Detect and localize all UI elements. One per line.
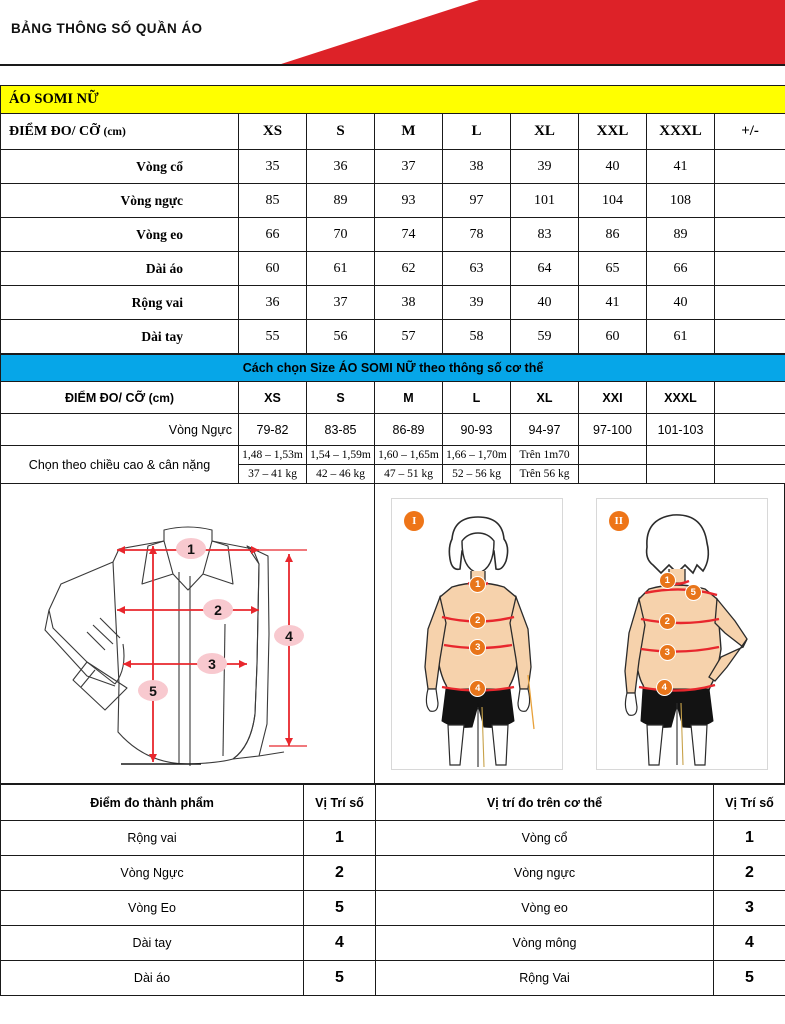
garment-spec-table [0,85,785,354]
table-row [1,446,785,465]
weight-cell [579,465,647,484]
table-row [1,320,785,354]
body-back-badge: II [609,511,629,531]
guide-size-blank [715,382,785,414]
measurement-points-table [0,784,785,996]
table-row [1,414,785,446]
spec-cell: 85 [239,184,307,218]
guide-banner-label: Cách chọn Size ÁO SOMI NỮ theo thông số cơ thể [1,355,785,382]
body-front-badge: I [404,511,424,531]
guide-cell: 90-93 [443,414,511,446]
spec-cell: 66 [647,252,715,286]
page-header [0,0,785,66]
product-banner-label: ÁO SOMI NỮ [1,86,785,114]
guide-cell [715,414,785,446]
spec-header-row [1,114,785,150]
front-marker-1: 1 [469,576,486,593]
spec-row-label: Vòng cổ [1,150,239,184]
table-row [1,150,785,184]
spec-cell: 108 [647,184,715,218]
height-cell: 1,66 – 1,70m [443,446,511,465]
height-cell [579,446,647,465]
spec-cell: 55 [239,320,307,354]
female-back-figure [597,499,769,771]
points-header-row [1,785,785,821]
guide-size-xl: XL [511,382,579,414]
body-back-card [596,498,768,770]
diagram-strip [0,484,785,784]
spec-cell: 57 [375,320,443,354]
spec-cell: 61 [307,252,375,286]
table-row [1,961,785,996]
spec-cell: 37 [307,286,375,320]
guide-header-row [1,382,785,414]
spec-header-label: ĐIỂM ĐO/ CỠ (cm) [1,114,239,150]
header-spacer [0,66,785,85]
points-header-garment-no: Vị Trí số [304,785,376,821]
points-body-label: Rộng Vai [376,961,714,996]
spec-cell: 60 [579,320,647,354]
spec-cell: 93 [375,184,443,218]
spec-cell [715,218,785,252]
back-marker-4: 4 [656,679,673,696]
table-row [1,252,785,286]
height-cell: 1,54 – 1,59m [307,446,375,465]
spec-cell: 83 [511,218,579,252]
spec-cell: 40 [511,286,579,320]
spec-row-label: Vòng ngực [1,184,239,218]
spec-cell [715,252,785,286]
points-garment-number: 4 [304,926,376,961]
guide-cell: 101-103 [647,414,715,446]
points-garment-number: 5 [304,961,376,996]
points-garment-label: Dài áo [1,961,304,996]
guide-header-label: ĐIỂM ĐO/ CỠ (cm) [1,382,239,414]
product-banner-row [1,86,785,114]
spec-cell: 36 [307,150,375,184]
spec-row-label: Dài tay [1,320,239,354]
shirt-technical-drawing [1,484,375,782]
guide-cell: 86-89 [375,414,443,446]
spec-cell: 60 [239,252,307,286]
spec-cell: 39 [511,150,579,184]
spec-cell: 41 [579,286,647,320]
points-body-number: 2 [714,856,785,891]
spec-size-xxxl: XXXL [647,114,715,150]
spec-cell: 38 [443,150,511,184]
table-row [1,286,785,320]
body-size-guide-table [0,354,785,484]
guide-size-l: L [443,382,511,414]
guide-cell: 83-85 [307,414,375,446]
points-garment-label: Rộng vai [1,821,304,856]
back-marker-1: 1 [659,572,676,589]
page-title: BẢNG THÔNG SỐ QUẦN ÁO [11,21,203,36]
shirt-marker-1: 1 [176,538,206,559]
spec-cell [715,184,785,218]
height-cell: 1,48 – 1,53m [239,446,307,465]
points-body-number: 5 [714,961,785,996]
weight-cell [715,465,785,484]
table-row [1,856,785,891]
guide-banner-row [1,355,785,382]
spec-cell: 70 [307,218,375,252]
shirt-marker-5: 5 [138,680,168,701]
guide-size-xxxl: XXXL [647,382,715,414]
height-weight-label: Chọn theo chiều cao & cân nặng [1,446,239,484]
points-header-garment: Điểm đo thành phẩm [1,785,304,821]
guide-row-label: Vòng Ngực [1,414,239,446]
spec-cell: 61 [647,320,715,354]
points-body-number: 3 [714,891,785,926]
spec-size-xl: XL [511,114,579,150]
height-cell: 1,60 – 1,65m [375,446,443,465]
spec-cell: 78 [443,218,511,252]
points-body-label: Vòng ngực [376,856,714,891]
spec-cell: 58 [443,320,511,354]
points-garment-number: 2 [304,856,376,891]
spec-size-m: M [375,114,443,150]
weight-cell: 52 – 56 kg [443,465,511,484]
spec-cell: 39 [443,286,511,320]
points-body-number: 1 [714,821,785,856]
points-body-label: Vòng mông [376,926,714,961]
shirt-marker-4: 4 [274,625,304,646]
shirt-marker-2: 2 [203,599,233,620]
shirt-diagram-panel [1,484,375,783]
header-red-banner [275,0,785,66]
body-front-card [391,498,563,770]
points-header-body: Vị trí đo trên cơ thể [376,785,714,821]
spec-cell: 41 [647,150,715,184]
spec-cell: 56 [307,320,375,354]
height-cell: Trên 1m70 [511,446,579,465]
weight-cell: 42 – 46 kg [307,465,375,484]
spec-cell: 97 [443,184,511,218]
spec-cell: 59 [511,320,579,354]
spec-cell: 35 [239,150,307,184]
weight-cell: Trên 56 kg [511,465,579,484]
spec-cell: 104 [579,184,647,218]
weight-cell [647,465,715,484]
spec-cell: 66 [239,218,307,252]
back-marker-2: 2 [659,613,676,630]
guide-size-xxl: XXI [579,382,647,414]
spec-row-label: Vòng eo [1,218,239,252]
spec-row-label: Dài áo [1,252,239,286]
points-header-body-no: Vị Trí số [714,785,785,821]
spec-cell: 63 [443,252,511,286]
spec-cell: 65 [579,252,647,286]
spec-cell: 89 [647,218,715,252]
spec-cell [715,150,785,184]
spec-cell: 101 [511,184,579,218]
body-diagram-panel [375,484,784,783]
front-marker-3: 3 [469,639,486,656]
points-garment-number: 1 [304,821,376,856]
points-body-label: Vòng eo [376,891,714,926]
table-row [1,184,785,218]
spec-cell: 86 [579,218,647,252]
spec-size-tolerance: +/- [715,114,785,150]
weight-cell: 37 – 41 kg [239,465,307,484]
spec-cell: 37 [375,150,443,184]
points-garment-label: Vòng Ngực [1,856,304,891]
guide-size-xs: XS [239,382,307,414]
spec-cell: 74 [375,218,443,252]
points-body-label: Vòng cổ [376,821,714,856]
points-garment-label: Dài tay [1,926,304,961]
points-garment-label: Vòng Eo [1,891,304,926]
spec-cell: 40 [579,150,647,184]
points-garment-number: 5 [304,891,376,926]
height-cell [647,446,715,465]
back-marker-3: 3 [659,644,676,661]
points-body-number: 4 [714,926,785,961]
shirt-marker-3: 3 [197,653,227,674]
spec-cell: 62 [375,252,443,286]
weight-cell: 47 – 51 kg [375,465,443,484]
spec-cell [715,320,785,354]
spec-cell: 36 [239,286,307,320]
guide-cell: 79-82 [239,414,307,446]
table-row [1,891,785,926]
spec-size-l: L [443,114,511,150]
guide-cell: 94-97 [511,414,579,446]
spec-size-xxl: XXL [579,114,647,150]
spec-cell: 64 [511,252,579,286]
spec-cell: 38 [375,286,443,320]
spec-size-xs: XS [239,114,307,150]
front-marker-2: 2 [469,612,486,629]
guide-cell: 97-100 [579,414,647,446]
height-cell [715,446,785,465]
spec-cell: 89 [307,184,375,218]
front-marker-4: 4 [469,680,486,697]
back-marker-5: 5 [685,584,702,601]
spec-cell [715,286,785,320]
spec-cell: 40 [647,286,715,320]
guide-size-m: M [375,382,443,414]
female-front-figure [392,499,564,771]
table-row [1,821,785,856]
table-row [1,218,785,252]
spec-size-s: S [307,114,375,150]
table-row [1,926,785,961]
spec-row-label: Rộng vai [1,286,239,320]
guide-size-s: S [307,382,375,414]
